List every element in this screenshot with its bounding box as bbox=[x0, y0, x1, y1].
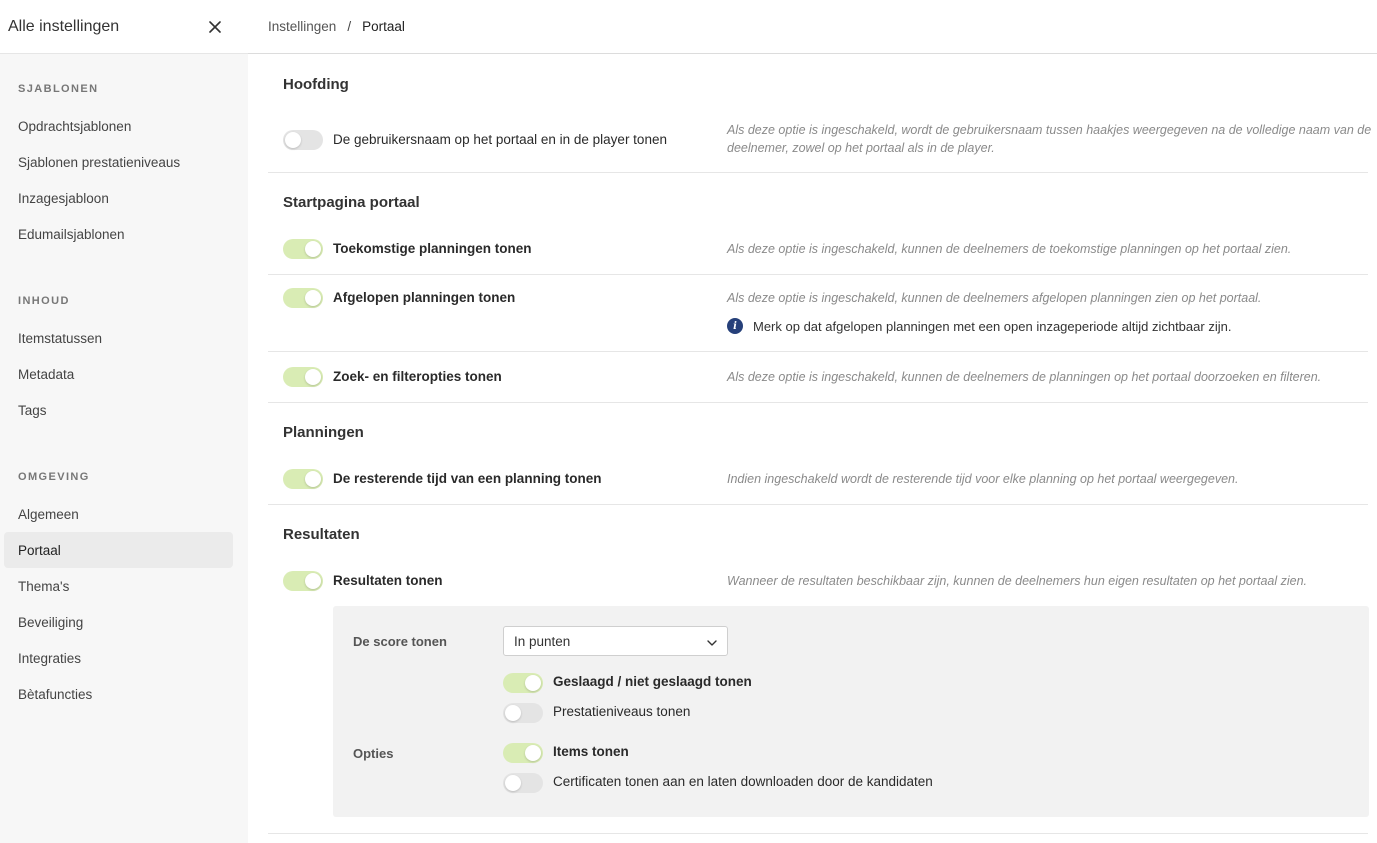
toggle-knob bbox=[525, 675, 541, 691]
sidebar-item-beveiliging[interactable]: Beveiliging bbox=[18, 614, 84, 630]
breadcrumb bbox=[248, 0, 1377, 54]
score-select-value: In punten bbox=[514, 633, 571, 649]
setting-description: Als deze optie is ingeschakeld, kunnen de deelnemers de toekomstige planningen op het portaal zien. bbox=[727, 242, 1292, 256]
divider bbox=[268, 402, 1368, 403]
sidebar-item-sjablonen-prestatieniveaus[interactable]: Sjablonen prestatieniveaus bbox=[18, 154, 181, 170]
section-title-omgeving: OMGEVING bbox=[18, 471, 90, 483]
sidebar-header bbox=[0, 0, 248, 54]
divider bbox=[268, 274, 1368, 275]
setting-row-afgelopen bbox=[283, 288, 1368, 338]
toggle-toekomstige[interactable] bbox=[283, 239, 323, 259]
breadcrumb-instellingen[interactable]: Instellingen bbox=[268, 19, 337, 34]
setting-label: De gebruikersnaam op het portaal en in de player tonen bbox=[333, 132, 667, 147]
section-title-sjablonen: SJABLONEN bbox=[18, 83, 99, 95]
toggle-knob bbox=[305, 290, 321, 306]
setting-description: Als deze optie is ingeschakeld, kunnen de deelnemers afgelopen planningen zien op het portaal. bbox=[727, 291, 1262, 305]
toggle-label: Items tonen bbox=[553, 744, 629, 759]
toggle-knob bbox=[285, 132, 301, 148]
close-icon[interactable] bbox=[204, 16, 226, 38]
sidebar-item-betafuncties[interactable]: Bètafuncties bbox=[18, 686, 93, 702]
breadcrumb-current: Portaal bbox=[362, 19, 405, 34]
toggle-prestatieniveaus[interactable] bbox=[503, 703, 543, 723]
setting-row-resterende-tijd bbox=[283, 469, 1368, 489]
toggle-label: Prestatieniveaus tonen bbox=[553, 704, 691, 719]
section-title-inhoud: INHOUD bbox=[18, 295, 70, 307]
options-label: Opties bbox=[353, 746, 394, 761]
sidebar-item-itemstatussen[interactable]: Itemstatussen bbox=[18, 330, 103, 346]
section-heading-resultaten: Resultaten bbox=[283, 526, 360, 543]
setting-label: Resultaten tonen bbox=[333, 573, 443, 588]
setting-label: Zoek- en filteropties tonen bbox=[333, 369, 502, 384]
sidebar-item-portaal[interactable]: Portaal bbox=[4, 532, 233, 568]
toggle-knob bbox=[505, 705, 521, 721]
setting-description: Wanneer de resultaten beschikbaar zijn, kunnen de deelnemers hun eigen resultaten op het portaal zien. bbox=[727, 574, 1308, 588]
toggle-geslaagd[interactable] bbox=[503, 673, 543, 693]
info-icon: i bbox=[727, 318, 743, 334]
toggle-label: Geslaagd / niet geslaagd tonen bbox=[553, 674, 752, 689]
sidebar-item-tags[interactable]: Tags bbox=[18, 402, 47, 418]
sidebar-item-opdrachtsjablonen[interactable]: Opdrachtsjablonen bbox=[18, 118, 132, 134]
toggle-resultaten[interactable] bbox=[283, 571, 323, 591]
sidebar-item-inzagesjabloon[interactable]: Inzagesjabloon bbox=[18, 190, 109, 206]
score-label: De score tonen bbox=[353, 634, 447, 649]
setting-description: Als deze optie is ingeschakeld, kunnen de deelnemers de planningen op het portaal doorzoeken en filteren. bbox=[727, 370, 1322, 384]
sidebar-item-metadata[interactable]: Metadata bbox=[18, 366, 75, 382]
main-area bbox=[248, 0, 1377, 843]
chevron-down-icon bbox=[707, 634, 717, 649]
section-heading-startpagina: Startpagina portaal bbox=[283, 194, 420, 211]
sidebar-title: Alle instellingen bbox=[8, 17, 120, 35]
toggle-row-certificaten bbox=[503, 773, 1103, 793]
sidebar-item-themas[interactable]: Thema's bbox=[18, 578, 70, 594]
toggle-knob bbox=[305, 573, 321, 589]
toggle-knob bbox=[305, 471, 321, 487]
settings-sidebar bbox=[0, 0, 248, 843]
setting-description: Als deze optie is ingeschakeld, wordt de gebruikersnaam tussen haakjes weergegeven na de volledige naam van de deelnemer, zowel op het portaal als in de player. bbox=[727, 123, 1372, 155]
toggle-afgelopen[interactable] bbox=[283, 288, 323, 308]
info-note bbox=[727, 318, 1231, 334]
toggle-knob bbox=[505, 775, 521, 791]
setting-label: Afgelopen planningen tonen bbox=[333, 290, 516, 305]
divider bbox=[268, 504, 1368, 505]
setting-row-zoek-filter bbox=[283, 367, 1368, 387]
score-select[interactable] bbox=[503, 626, 728, 656]
toggle-knob bbox=[305, 369, 321, 385]
toggle-resterende-tijd[interactable] bbox=[283, 469, 323, 489]
info-note-text: Merk op dat afgelopen planningen met een open inzageperiode altijd zichtbaar zijn. bbox=[753, 318, 1232, 334]
section-heading-hoofding: Hoofding bbox=[283, 76, 349, 93]
sidebar-item-integraties[interactable]: Integraties bbox=[18, 650, 82, 666]
divider bbox=[268, 172, 1368, 173]
setting-row-toekomstige bbox=[283, 239, 1368, 259]
setting-label: De resterende tijd van een planning tonen bbox=[333, 471, 602, 486]
sidebar-item-edumailsjablonen[interactable]: Edumailsjablonen bbox=[18, 226, 125, 242]
setting-description: Indien ingeschakeld wordt de resterende tijd voor elke planning op het portaal weergegeven. bbox=[727, 472, 1239, 486]
toggle-zoek-filter[interactable] bbox=[283, 367, 323, 387]
toggle-label: Certificaten tonen aan en laten downloaden door de kandidaten bbox=[553, 774, 933, 789]
toggle-row-items bbox=[503, 743, 1103, 763]
setting-row-username bbox=[283, 123, 1372, 160]
setting-row-resultaten bbox=[283, 571, 1368, 591]
toggle-row-geslaagd bbox=[503, 673, 1103, 693]
toggle-knob bbox=[525, 745, 541, 761]
toggle-knob bbox=[305, 241, 321, 257]
setting-label: Toekomstige planningen tonen bbox=[333, 241, 532, 256]
toggle-items[interactable] bbox=[503, 743, 543, 763]
toggle-username[interactable] bbox=[283, 130, 323, 150]
section-heading-planningen: Planningen bbox=[283, 424, 364, 441]
divider bbox=[268, 833, 1368, 834]
toggle-row-prestatieniveaus bbox=[503, 703, 1103, 723]
toggle-certificaten[interactable] bbox=[503, 773, 543, 793]
divider bbox=[268, 351, 1368, 352]
results-options-panel bbox=[333, 606, 1369, 817]
sidebar-item-algemeen[interactable]: Algemeen bbox=[18, 506, 79, 522]
breadcrumb-separator: / bbox=[347, 19, 352, 34]
